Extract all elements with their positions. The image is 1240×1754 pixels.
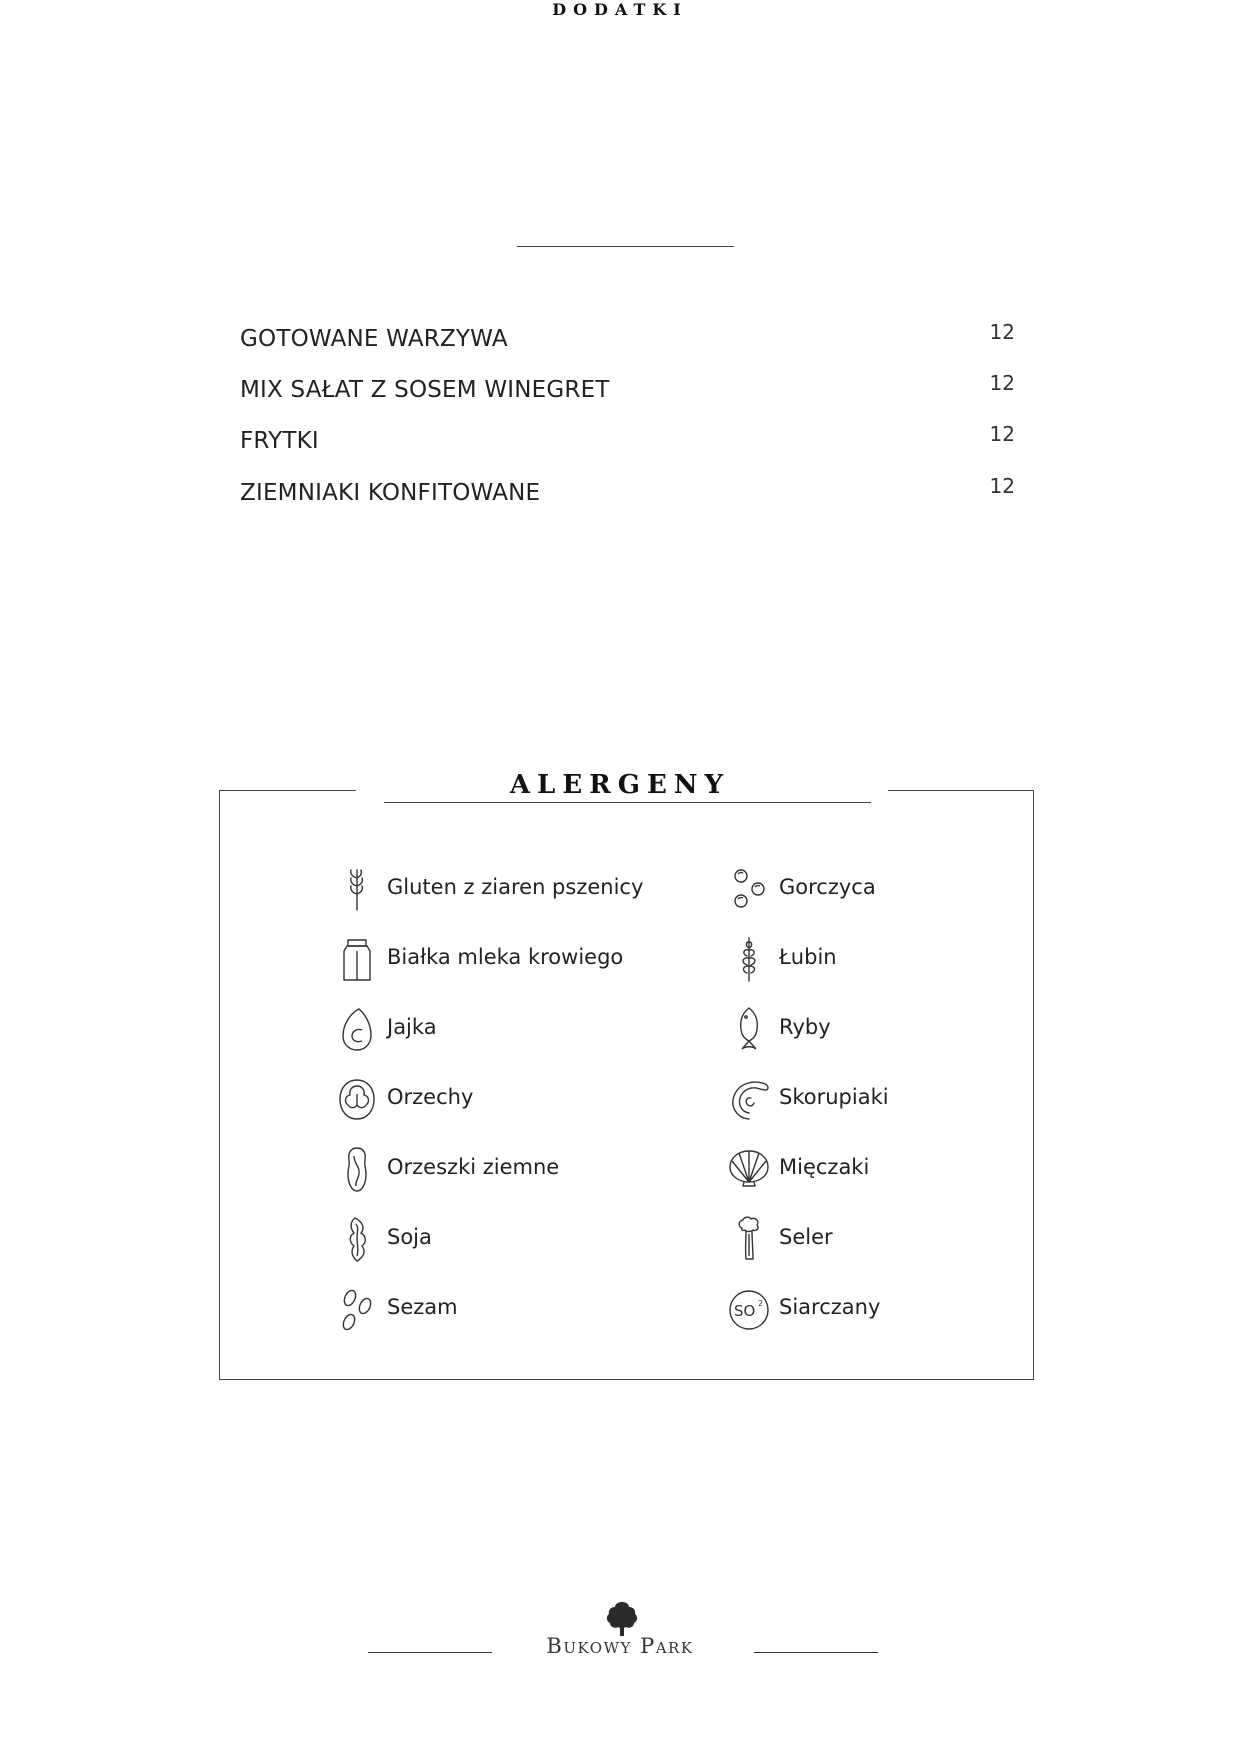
milk-icon: [335, 934, 379, 984]
menu-item-name: MIX SAŁAT Z SOSEM WINEGRET: [240, 377, 610, 403]
allergen-label: Gorczyca: [779, 875, 876, 899]
menu-item: [240, 474, 1015, 520]
allergen-label: Orzechy: [387, 1085, 474, 1109]
celery-icon: [727, 1214, 771, 1264]
sides-title-underline: [517, 246, 734, 247]
brand-logo-text: Bukowy Park: [546, 1634, 694, 1658]
shell-icon: [727, 1144, 771, 1194]
menu-item: [240, 320, 1015, 366]
allergen-label: Orzeszki ziemne: [387, 1155, 560, 1179]
mustard-icon: [727, 864, 771, 914]
lupin-icon: [727, 934, 771, 984]
menu-item-price: 12: [989, 371, 1015, 395]
nut-icon: [335, 1074, 379, 1124]
svg-text:SO: SO: [734, 1302, 756, 1320]
menu-item: [240, 371, 1015, 417]
menu-item-name: GOTOWANE WARZYWA: [240, 326, 508, 352]
shrimp-icon: [727, 1074, 771, 1124]
allergen-label: Jajka: [387, 1015, 437, 1039]
allergens-title: ALERGENY: [509, 770, 731, 800]
peanut-icon: [335, 1144, 379, 1194]
allergens-title-underline: [384, 802, 871, 803]
soy-icon: [335, 1214, 379, 1264]
allergen-label: Soja: [387, 1225, 432, 1249]
menu-item-price: 12: [989, 320, 1015, 344]
menu-item: [240, 422, 1015, 468]
svg-text:2: 2: [758, 1299, 764, 1308]
menu-item-price: 12: [989, 422, 1015, 446]
egg-icon: [335, 1004, 379, 1054]
fish-icon: [727, 1004, 771, 1054]
menu-item-name: ZIEMNIAKI KONFITOWANE: [240, 480, 541, 506]
footer-divider-right: [754, 1652, 878, 1653]
sides-title: DODATKI: [552, 0, 688, 19]
menu-item-price: 12: [989, 474, 1015, 498]
allergen-label: Skorupiaki: [779, 1085, 889, 1109]
allergen-label: Siarczany: [779, 1295, 881, 1319]
wheat-icon: [335, 864, 379, 914]
allergen-label: Białka mleka krowiego: [387, 945, 624, 969]
allergen-label: Mięczaki: [779, 1155, 870, 1179]
allergen-label: Seler: [779, 1225, 833, 1249]
allergen-label: Sezam: [387, 1295, 458, 1319]
menu-item-name: FRYTKI: [240, 428, 319, 454]
sulphite-icon: [727, 1284, 771, 1334]
allergen-label: Gluten z ziaren pszenicy: [387, 875, 644, 899]
allergen-label: Łubin: [779, 945, 837, 969]
sesame-icon: [335, 1284, 379, 1334]
allergen-label: Ryby: [779, 1015, 831, 1039]
